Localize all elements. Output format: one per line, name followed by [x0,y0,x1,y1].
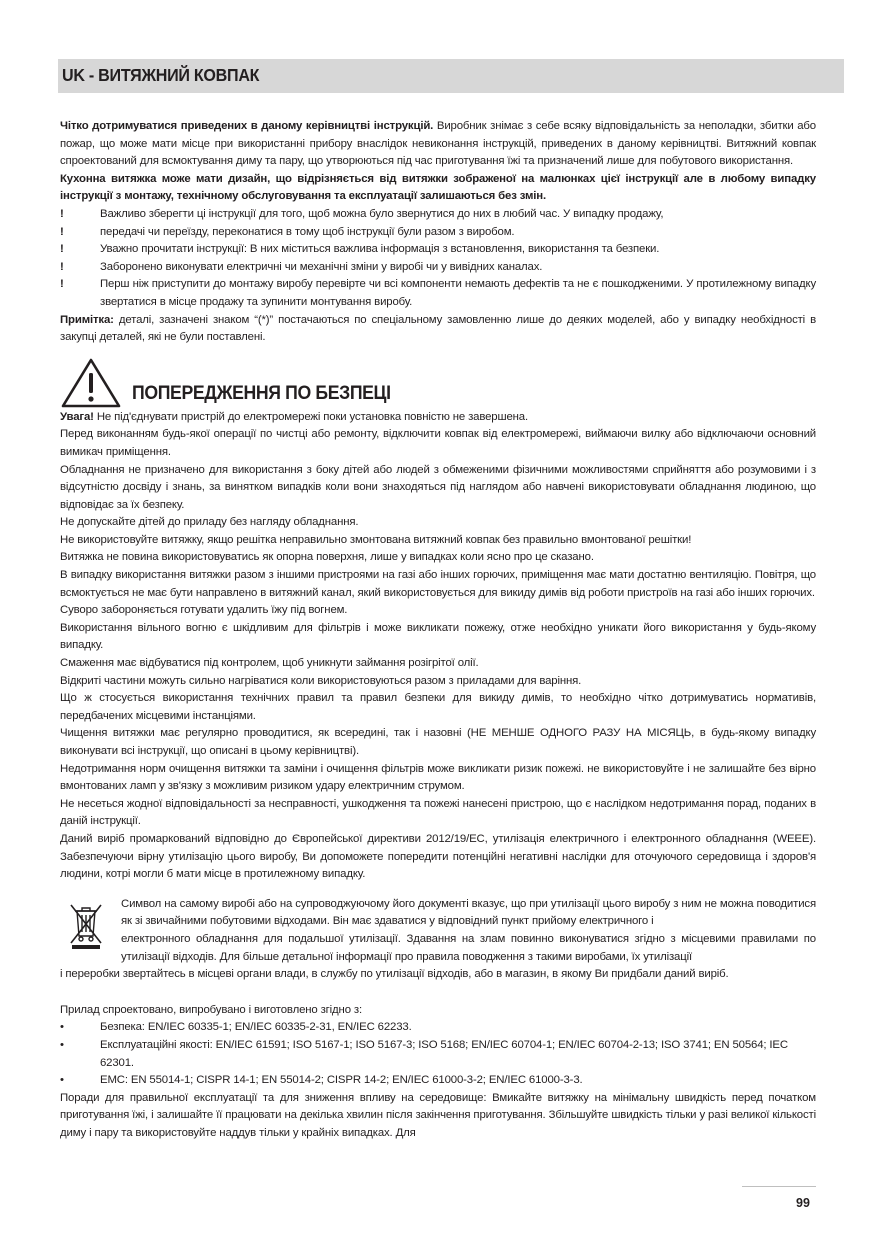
safety-title: ПОПЕРЕДЖЕННЯ ПО БЕЗПЕЦІ [132,382,391,404]
bullet-icon: • [60,1038,64,1051]
warning-text: Уважно прочитати інструкції: В них міститься важлива інформація з встановлення, використання та безпеки. [100,243,660,256]
attention-label: Увага! [60,410,94,423]
bullet-icon: • [60,1021,64,1034]
weee-line: і переробки звертайтесь в місцеві органи влади, в службу по утилізації відходів, або в магазин, в якому Ви придбали даний виріб. [60,968,729,981]
compliance-item [60,1037,816,1072]
safety-paragraph: Суворо забороняється готувати удалить їжу під вогнем. [60,604,348,617]
weee-line: електронного обладнання для подальшої утилізації. Здавання на злам повинно виконуватися згідно з місцевими правилами по утилізації відходів. Для більше детальної інформації про правила поводження з такими виробами, їх утилізації [121,932,816,963]
exclamation-icon: ! [60,207,64,220]
warning-text: передачі чи переїзду, переконатися в тому щоб інструкції були разом з виробом. [100,225,515,238]
weee-section [60,896,816,984]
safety-paragraph: Витяжка не повина використовуватись як опорна поверхня, лише у випадках коли ясно про це сказано. [60,551,594,564]
intro-text: Виробник знімає з себе всяку відповідальність за неполадки, збитки або пожар, що може мати місце при використанні прибору внаслідок невиконання інструкцій, приведених в даному керівництві. Витяжний ковпак спроектований для всмоктування диму та пару, що утворюються під час приготування їжі та призначений лише для побутового використання. [60,120,816,168]
safety-paragraph: Не використовуйте витяжку, якщо решітка неправильно змонтована витяжний ковпак без правильно вмонтованої решітки! [60,533,692,546]
safety-paragraph: Смаження має відбуватися під контролем, щоб уникнути займання розігрітої олії. [60,657,479,670]
exclamation-icon: ! [60,260,64,273]
safety-paragraph: Даний виріб промаркований відповідно до Європейської директиви 2012/19/ЕС, утилізація електричного і електронного обладнання (WEEE). Забезпечуючи вірну утилізацію цього виробу, Ви допоможете попередити потенційні негативні наслідки для оточуючого середовища і здоров'я людини, котрі могли б мати місце в протилежному випадку. [60,832,816,881]
warning-item [60,259,816,277]
crossed-bin-icon [66,900,106,950]
compliance-lead: Прилад спроектовано, випробувано і виготовлено згідно з: [60,1003,362,1016]
warning-item [60,224,816,242]
section-title: UK - ВИТЯЖНИЙ КОВПАК [62,65,260,85]
weee-line: Символ на самому виробі або на супроводжуючому його документі вказує, що при утилізації цього виробу з ним не можна поводитися як зі звичайними побутовими відходами. Він має здаватися у відповідний пункт прийому електричного і [121,897,816,928]
warning-text: Заборонено виконувати електричні чи механічні зміни у виробі чи у вивідних каналах. [100,260,543,273]
safety-paragraph: Перед виконанням будь-якої операції по чистці або ремонту, відключити ковпак від електромережі, виймаючи вилку або відключаючи основний вимикач приміщення. [60,428,816,458]
spacer [60,984,816,1002]
safety-paragraph: Обладнання не призначено для використання з боку дітей або людей з обмеженими фізичними можливостями сприйняття або розумовими і з відсутністю досвіду і знань, за винятком випадків коли вони знаходяться під наглядом або навчені використовувати обладнання людиною, що відповідає за їх безпеку. [60,463,816,511]
usage-tips-paragraph: Поради для правильної експлуатації та для зниження впливу на середовище: Вмикайте витяжку на мінімальну швидкість перед початком приготування їжі, і залишайте її працювати на декілька хвилин після закінчення приготування. Збільшуйте швидкість тільки у разі великої кількості диму і пару та використовуйте наддув тільки у крайніх випадках. Для [60,1091,816,1139]
compliance-list [60,1019,816,1089]
exclamation-icon: ! [60,243,64,256]
note-text: деталі, зазначені знаком “(*)” постачаються по спеціальному замовленню лише до деяких моделей, або у випадку необхідності в закупці деталей, які не були поставлені. [60,313,816,344]
attention-text: Не під'єднувати пристрій до електромережі поки установка повністю не завершена. [93,410,529,423]
warning-item [60,276,816,311]
intro-paragraph [60,118,816,171]
section-header-bar [58,59,844,93]
warning-triangle-icon [60,357,122,409]
safety-paragraph: Не несеться жодної відповідальності за несправності, ушкодження та пожежі нанесені пристрою, що є наслідком недотримання порад, поданих в даній інструкції. [60,797,816,828]
exclamation-icon: ! [60,225,64,238]
warning-item [60,241,816,259]
design-note-paragraph: Кухонна витяжка може мати дизайн, що відрізняється від витяжки зображеної на малюнках цієї інструкції але в любому випадку інструкції з монтажу, технічному обслуговування та експлуатації залишаються без змін. [60,172,816,203]
intro-bold-lead: Чітко дотримуватися приведених в даному керівництві інструкцій. [60,120,434,132]
footer-divider [742,1186,816,1187]
page-content [60,118,816,1142]
attention-paragraph [60,409,816,427]
warning-list [60,206,816,312]
weee-text [60,896,816,984]
compliance-item [60,1019,816,1037]
safety-paragraph: Чищення витяжки має регулярно проводитися, як всередині, так і назовні (НЕ МЕНШЕ ОДНОГО РАЗУ НА МІСЯЦЬ, в будь-якому випадку виконувати всі інструкції, що описані в цьому керівництві). [60,727,816,757]
safety-heading [60,357,816,409]
exclamation-icon: ! [60,278,64,291]
bullet-icon: • [60,1074,64,1087]
compliance-text: Експлуатаційні якості: EN/IEC 61591; ISO 5167-1; ISO 5167-3; ISO 5168; EN/IEC 60704-1; EN/IEC 60704-2-13; ISO 3741; EN 50564; IEC 62301. [100,1038,788,1069]
safety-paragraphs [60,426,816,883]
compliance-item [60,1072,816,1090]
warning-text: Перш ніж приступити до монтажу виробу перевірте чи всі компоненти немають дефектів та не є пошкодженими. У протилежному випадку звертатися в місце продажу та зупинити монтування виробу. [100,278,816,308]
safety-paragraph: Використання вільного вогню є шкідливим для фільтрів і може викликати пожежу, отже необхідно уникати його використання у будь-якому випадку. [60,621,816,652]
compliance-text: Безпека: EN/IEC 60335-1; EN/IEC 60335-2-31, EN/IEC 62233. [100,1021,412,1034]
warning-item [60,206,816,224]
safety-paragraph: Не допускайте дітей до приладу без нагляду обладнання. [60,516,359,529]
note-label: Примітка: [60,313,114,326]
safety-paragraph: В випадку використання витяжки разом з іншими пристроями на газі або інших горючих, приміщення має мати достатню вентиляцію. Повітря, що всмоктується не має бути направлено в витяжний канал, який використовується для викиду димів від роботи пристроїв на газі або інших горючих. [60,569,816,599]
note-paragraph [60,312,816,347]
page-number: 99 [796,1196,810,1210]
compliance-text: EMC: EN 55014-1; CISPR 14-1; EN 55014-2; CISPR 14-2; EN/IEC 61000-3-2; EN/IEC 61000-3-3. [100,1074,583,1087]
safety-paragraph: Недотримання норм очищення витяжки та заміни і очищення фільтрів може викликати ризик пожежі. не використовуйте і не залишайте без вірно вмонтованих ламп у зв'язку з можливим ризиком удару електричним струмом. [60,762,816,793]
warning-text: Важливо зберегти ці інструкції для того, щоб можна було звернутися до них в любий час. У випадку продажу, [100,207,664,220]
safety-paragraph: Що ж стосується використання технічних правил та правил безпеки для викиду димів, то необхідно чітко дотримуватись нормативів, передбачених місцевими інстанціями. [60,692,816,722]
safety-paragraph: Відкриті частини можуть сильно нагріватися коли використовуються разом з приладами для варіння. [60,674,582,687]
